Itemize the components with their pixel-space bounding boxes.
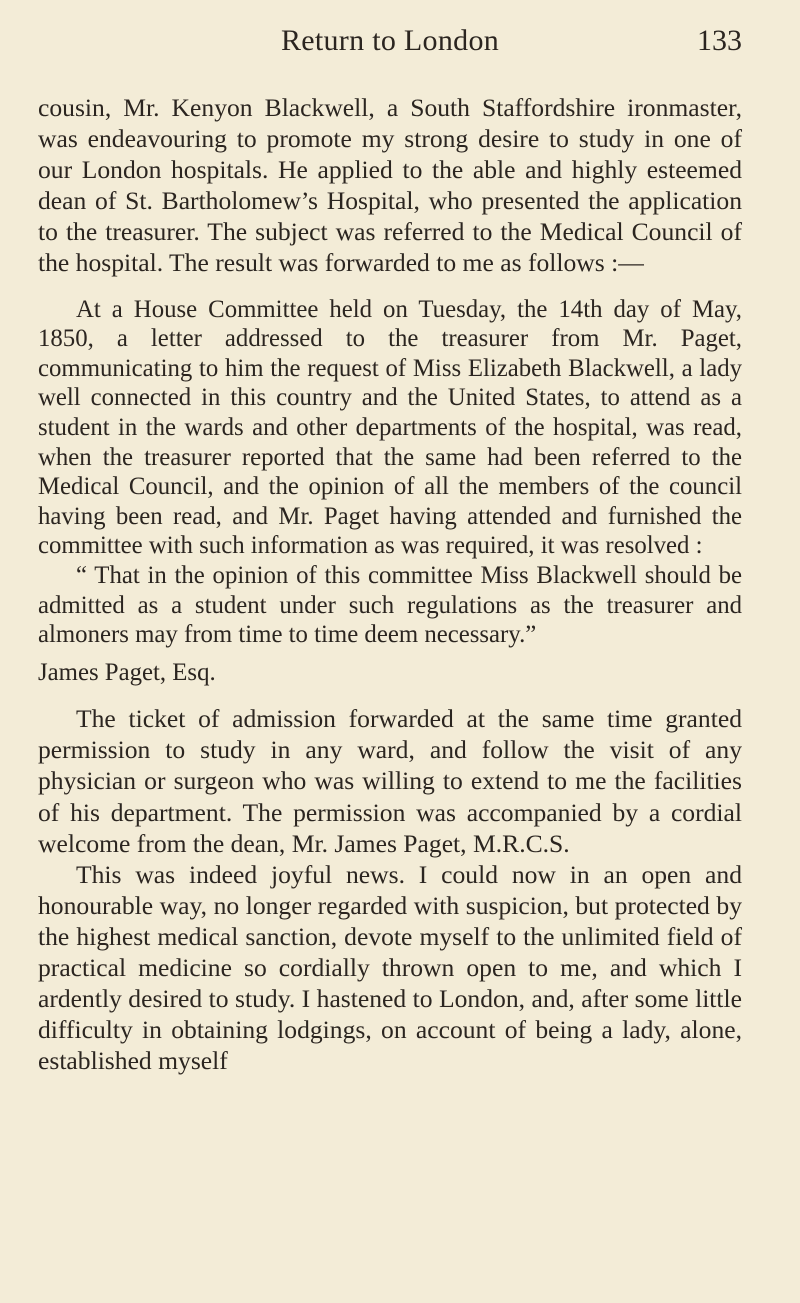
committee-minute-paragraph: At a House Committee held on Tuesday, the 14th day of May, 1850, a letter addressed to the treasurer from Mr. Paget, communicating to him the request of Miss Elizabeth Blackwell, a lady well connected in this country and the United States, to attend as a student in the wards and other departments of the hospital, was read, when the treasurer reported that the same had been referred to the Medical Council, and the opinion of all the members of the council having been read, and Mr. Paget having attended and furnished the committee with such information as was required, it was resolved : bbox=[38, 295, 742, 560]
running-head bbox=[38, 20, 742, 70]
body-text bbox=[38, 92, 742, 1076]
committee-resolution-quote: “ That in the opinion of this committee Miss Blackwell should be admitted as a student under such regulations as the treasurer and almoners may from time to time deem necessary.” bbox=[38, 561, 742, 649]
running-title: Return to London bbox=[280, 24, 500, 57]
paragraph-joyful-news: This was indeed joyful news. I could now in an open and honourable way, no longer regarded with suspicion, but protected by the highest medical sanction, devote myself to the unlimited field of practical medicine so cordially thrown open to me, and which I ardently desired to study. I hastened to London, and, after some little difficulty in obtaining lodgings, on account of being a lady, alone, established myself bbox=[38, 859, 742, 1076]
paragraph-ticket-of-admission: The ticket of admission forwarded at the same time granted permission to study in any ward, and follow the visit of any physician or surgeon who was willing to extend to me the facilities of his department. The permission was accompanied by a cordial welcome from the dean, Mr. James Paget, M.R.C.S. bbox=[38, 704, 742, 858]
page-number: 133 bbox=[697, 24, 742, 57]
paragraph-cousin-application: cousin, Mr. Kenyon Blackwell, a South Staffordshire ironmaster, was endeavouring to promote my strong desire to study in one of our London hospitals. He applied to the able and highly esteemed dean of St. Bartholomew’s Hospital, who presented the application to the treasurer. The subject was referred to the Medical Council of the hospital. The result was forwarded to me as follows :— bbox=[38, 93, 742, 278]
signature-line: James Paget, Esq. bbox=[38, 658, 216, 686]
